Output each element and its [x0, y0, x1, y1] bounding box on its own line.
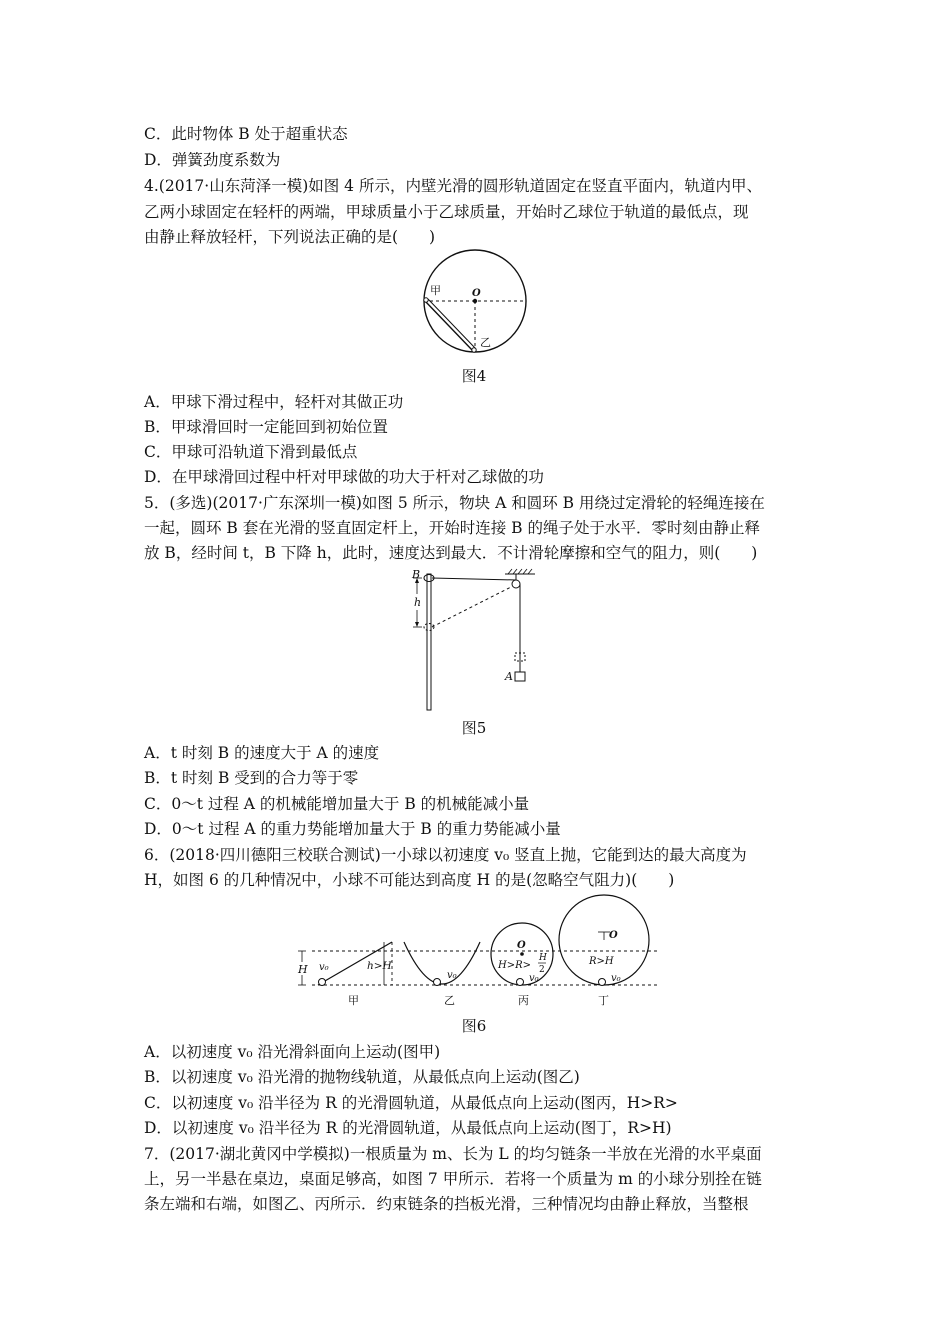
option-d-q4: D．在甲球滑回过程中杆对甲球做的功大于杆对乙球做的功: [144, 468, 544, 486]
fig4-label-jia: 甲: [430, 284, 441, 297]
figure-5-caption: 图5: [461, 719, 487, 737]
figure-5-diagram: [400, 566, 540, 712]
question-4-line-1: 4.(2017·山东菏泽一模)如图 4 所示，内壁光滑的圆形轨道固定在竖直平面内，轨道内甲、: [144, 177, 762, 195]
question-5-line-2: 一起，圆环 B 套在光滑的竖直固定杆上，开始时连接 B 的绳子处于水平．零时刻由静止释: [144, 519, 760, 537]
question-6-line-1: 6．(2018·四川德阳三校联合测试)一小球以初速度 v₀ 竖直上抛，它能到达的最大高度为: [144, 846, 747, 864]
fig5-label-a: A: [505, 670, 513, 683]
fig6-label-yi: 乙: [444, 994, 455, 1007]
option-d-q3: D．弹簧劲度系数为: [144, 151, 281, 169]
fig5-label-b: B: [412, 568, 421, 581]
option-c-q3: C．此时物体 B 处于超重状态: [144, 125, 348, 143]
option-b-q5: B．t 时刻 B 受到的合力等于零: [144, 769, 359, 787]
fig6-label-frac-top: H: [539, 953, 547, 963]
fig6-label-frac-bot: 2: [539, 965, 545, 975]
fig6-label-hH: h>H: [367, 960, 392, 972]
option-c-q5: C．0～t 过程 A 的机械能增加量大于 B 的机械能减小量: [144, 795, 530, 813]
fig4-label-yi: 乙: [480, 336, 491, 349]
figure-4-caption: 图4: [461, 367, 487, 385]
question-5-line-1: 5．(多选)(2017·广东深圳一模)如图 5 所示，物块 A 和圆环 B 用绕过定滑轮的轻绳连接在: [144, 494, 765, 512]
option-a-q4: A．甲球下滑过程中，轻杆对其做正功: [144, 393, 404, 411]
fig6-label-v0-ding: v₀: [611, 973, 621, 984]
fig6-label-v0-jia: v₀: [319, 962, 329, 973]
question-7-line-1: 7．(2017·湖北黄冈中学模拟)一根质量为 m、长为 L 的均匀链条一半放在光滑的水平桌面: [144, 1145, 762, 1163]
fig6-label-bing: 丙: [518, 994, 529, 1007]
question-6-line-2: H，如图 6 的几种情况中，小球不可能达到高度 H 的是(忽略空气阻力)( ): [144, 871, 675, 889]
option-c-q6: C．以初速度 v₀ 沿半径为 R 的光滑圆轨道，从最低点向上运动(图丙，H>R>: [144, 1094, 678, 1112]
option-a-q5: A．t 时刻 B 的速度大于 A 的速度: [144, 744, 380, 762]
question-7-line-2: 上，另一半悬在桌边，桌面足够高，如图 7 甲所示．若将一个质量为 m 的小球分别拴在链: [144, 1170, 762, 1188]
question-7-line-3: 条左端和右端，如图乙、丙所示．约束链条的挡板光滑，三种情况均由静止释放，当整根: [144, 1195, 749, 1213]
fig6-label-H: H: [298, 963, 308, 976]
fig6-label-RH: R>H: [589, 956, 614, 967]
fig4-label-o: O: [472, 288, 481, 299]
figure-6-caption: 图6: [461, 1017, 487, 1035]
option-b-q4: B．甲球滑回时一定能回到初始位置: [144, 418, 388, 436]
figure-6-diagram: [292, 896, 672, 1011]
fig6-label-HR: H>R>: [498, 960, 532, 971]
option-b-q6: B．以初速度 v₀ 沿光滑的抛物线轨道，从最低点向上运动(图乙): [144, 1068, 580, 1086]
question-5-line-3: 放 B，经时间 t，B 下降 h，此时，速度达到最大．不计滑轮摩擦和空气的阻力，则( ): [144, 544, 758, 562]
option-d-q6: D．以初速度 v₀ 沿半径为 R 的光滑圆轨道，从最低点向上运动(图丁，R>H): [144, 1119, 672, 1137]
fig6-label-jia: 甲: [348, 994, 359, 1007]
fig6-label-ding: 丁: [598, 994, 609, 1007]
question-4-line-3: 由静止释放轻杆，下列说法正确的是( ): [144, 228, 436, 246]
option-c-q4: C．甲球可沿轨道下滑到最低点: [144, 443, 358, 461]
figure-4-diagram: [418, 250, 528, 360]
question-4-line-2: 乙两小球固定在轻杆的两端，甲球质量小于乙球质量，开始时乙球位于轨道的最低点，现: [144, 203, 749, 221]
fig6-label-v0-yi: v₀: [447, 970, 457, 981]
fig6-label-O-ding: O: [609, 930, 618, 941]
fig5-label-h: h: [414, 596, 422, 609]
option-d-q5: D．0～t 过程 A 的重力势能增加量大于 B 的重力势能减小量: [144, 820, 561, 838]
fig6-label-v0-bing: v₀: [529, 973, 539, 984]
option-a-q6: A．以初速度 v₀ 沿光滑斜面向上运动(图甲): [144, 1043, 441, 1061]
fig6-label-O-bing: O: [517, 940, 526, 951]
